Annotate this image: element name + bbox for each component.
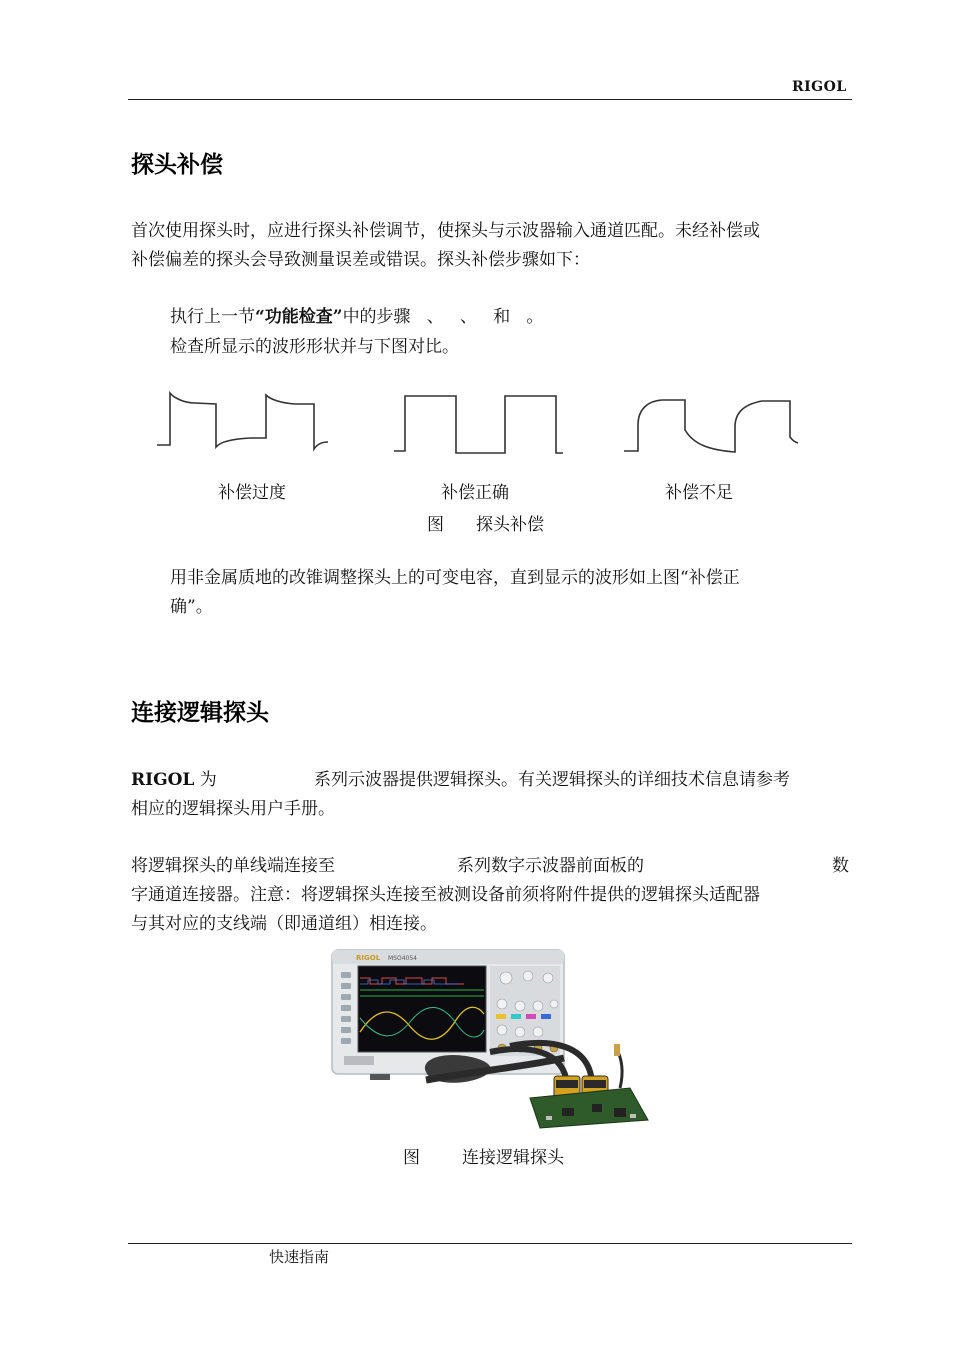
p2-line-2: 字通道连接器。注意：将逻辑探头连接至被测设备前须将附件提供的逻辑探头适配器	[131, 885, 760, 905]
section-title-logic-probe: 连接逻辑探头	[131, 700, 269, 726]
scope-brand: RIGOL	[356, 954, 381, 962]
figure-caption-label: 图	[427, 515, 444, 535]
oscilloscope-logic-probe-photo	[330, 948, 652, 1130]
header-brand: RIGOL	[792, 79, 847, 95]
waveform-comparison-figure	[150, 385, 810, 465]
step-3-line-1: 用非金属质地的改锥调整探头上的可变电容，直到显示的波形如上图“补偿正	[170, 568, 740, 588]
p2-c: 数	[832, 856, 849, 876]
step-1-post: 中的步骤 、 、 和 。	[342, 307, 544, 327]
step-1-pre: 执行上一节	[170, 307, 255, 327]
scope-model: MSO4054	[388, 955, 417, 962]
p2-a: 将逻辑探头的单线端连接至	[131, 856, 335, 876]
step-3-line-2: 确”。	[170, 597, 213, 617]
intro-line-1: 首次使用探头时，应进行探头补偿调节，使探头与示波器输入通道匹配。未经补偿或	[131, 221, 760, 241]
step-2: 检查所显示的波形形状并与下图对比。	[170, 337, 459, 357]
figure-2-caption-label: 图	[403, 1148, 420, 1168]
p1-b: 系列示波器提供逻辑探头。有关逻辑探头的详细技术信息请参考	[314, 770, 790, 790]
p2-b: 系列数字示波器前面板的	[457, 856, 644, 876]
wave-label-correct: 补偿正确	[441, 483, 509, 503]
step-1	[170, 303, 543, 332]
p1-brand: RIGOL	[131, 770, 195, 790]
waveform-correct	[394, 396, 563, 453]
footer-rule	[128, 1243, 852, 1244]
p2-line-3: 与其对应的支线端（即通道组）相连接。	[131, 914, 437, 934]
wave-label-over: 补偿过度	[218, 483, 286, 503]
waveform-under-compensated	[624, 400, 798, 452]
header-rule	[128, 99, 852, 100]
figure-2-caption-title: 连接逻辑探头	[462, 1148, 564, 1168]
section-title-probe-compensation: 探头补偿	[131, 152, 223, 178]
waveform-over-compensated	[157, 393, 328, 449]
footer-text: 快速指南	[269, 1248, 330, 1266]
p1-a: 为	[199, 770, 217, 790]
step-1-bold: “功能检查”	[255, 307, 343, 327]
figure-caption-title: 探头补偿	[476, 515, 544, 535]
wave-label-under: 补偿不足	[665, 483, 733, 503]
intro-line-2: 补偿偏差的探头会导致测量误差或错误。探头补偿步骤如下：	[131, 250, 590, 270]
p1-line-2: 相应的逻辑探头用户手册。	[131, 799, 335, 819]
